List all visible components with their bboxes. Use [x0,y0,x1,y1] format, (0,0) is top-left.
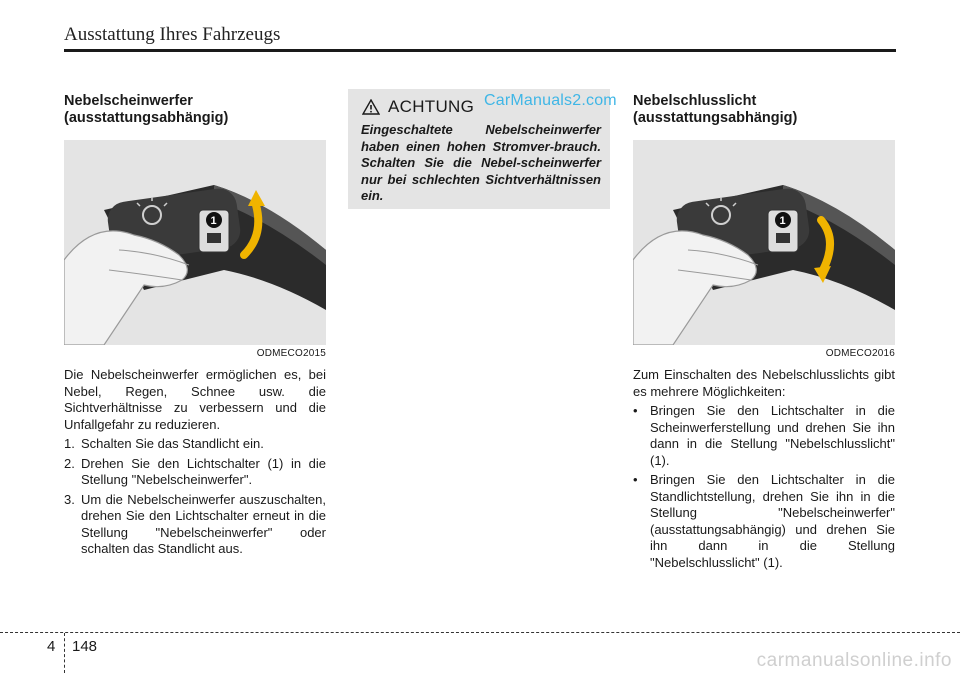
section-title-line2: (ausstattungsabhängig) [64,110,229,126]
step-number: 2. [64,455,75,471]
light-switch-illustration [64,140,326,345]
rear-fog-light-body [633,367,895,571]
figure-caption: ODMECO2016 [825,348,895,359]
warning-triangle-icon [362,99,380,115]
chapter-title: Ausstattung Ihres Fahrzeugs [64,24,281,45]
figure-caption: ODMECO2015 [256,348,326,359]
section-title-line1: Nebelscheinwerfer [64,93,193,109]
bullet-text: Bringen Sie den Lichtschalter in die Standlichtstellung, drehen Sie ihn in die Stellung "Nebelscheinwerfer" (ausstattungsabhängig) und drehen Sie ihn dann in die Stellung "Nebelschlusslicht" (1). [650,472,895,570]
list-item [633,403,895,469]
bullet-text: Bringen Sie den Lichtschalter in die Scheinwerferstellung und drehen Sie ihn dann in die Stellung "Nebelschlusslicht" (1). [650,403,895,468]
section-title-line1: Nebelschlusslicht [633,93,757,109]
intro-paragraph: Die Nebelscheinwerfer ermöglichen es, bei Nebel, Regen, Schnee usw. die Sichtverhältnisse zu verbessern und die Unfallgefahr zu reduzieren. [64,367,326,432]
intro-paragraph: Zum Einschalten des Nebelschlusslichts gibt es mehrere Möglichkeiten: [633,367,895,399]
list-item [633,472,895,571]
callout-number: 1 [210,215,217,227]
header-rule [64,49,896,52]
bullet-marker: • [633,403,638,418]
warning-section [348,93,610,209]
fog-light-section [64,93,326,561]
steps-list [64,436,326,558]
step-number: 3. [64,491,75,507]
figure-rear-fog-light-switch [633,140,895,345]
warning-label: ACHTUNG [388,97,475,116]
rear-fog-light-section [633,93,895,574]
page-number: 148 [72,638,98,655]
list-item [64,436,326,453]
bullet-marker: • [633,472,638,487]
step-text: Um die Nebelscheinwerfer auszuschalten, drehen Sie den Lichtschalter erneut in die Stellung "Nebelscheinwerfer" oder schalten das Standlicht aus. [81,491,326,556]
warning-text: Eingeschaltete Nebelscheinwerfer haben einen hohen Stromver-brauch. Schalten Sie die Nebel-scheinwerfer nur bei schlechten Sichtverhältnissen ein. [361,122,601,203]
section-title-rear-fog-light [633,93,895,127]
section-title-line2: (ausstattungsabhängig) [633,110,798,126]
figure-fog-light-switch [64,140,326,345]
bullets-list [633,403,895,571]
section-title-fog-light [64,93,326,127]
step-text: Schalten Sie das Standlicht ein. [81,436,264,451]
list-item [64,492,326,558]
chapter-number: 4 [47,638,56,655]
step-number: 1. [64,436,75,451]
callout-number: 1 [779,215,786,227]
light-switch-illustration [633,140,895,345]
watermark-link[interactable]: CarManuals2.com [484,92,617,109]
list-item [64,456,326,489]
footer-rule [0,632,960,633]
footer-divider [64,633,65,673]
warning-header [362,97,474,117]
step-text: Drehen Sie den Lichtschalter (1) in die Stellung "Nebelscheinwerfer". [81,455,326,487]
footer-watermark: carmanualsonline.info [756,650,952,671]
fog-light-body [64,367,326,558]
